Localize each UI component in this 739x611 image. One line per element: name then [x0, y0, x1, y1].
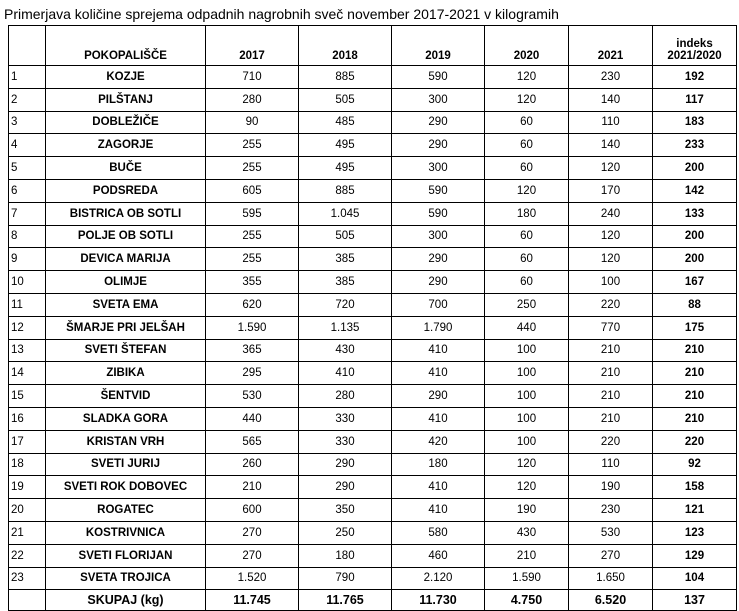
value-2017: 600	[206, 499, 299, 522]
value-2019: 290	[392, 111, 485, 134]
table-row	[9, 248, 737, 271]
index-value: 200	[653, 248, 737, 271]
index-value: 210	[653, 385, 737, 408]
header-index-line2: 2021/2020	[667, 50, 722, 62]
value-2021: 100	[569, 271, 653, 294]
value-2017: 255	[206, 157, 299, 180]
table-row	[9, 499, 737, 522]
value-2017: 260	[206, 453, 299, 476]
table-row	[9, 66, 737, 89]
value-2018: 885	[299, 179, 392, 202]
value-2017: 365	[206, 339, 299, 362]
cemetery-name: POLJE OB SOTLI	[46, 225, 206, 248]
value-2020: 60	[485, 248, 569, 271]
value-2018: 330	[299, 407, 392, 430]
header-index	[653, 26, 737, 66]
cemetery-name: ROGATEC	[46, 499, 206, 522]
value-2021: 120	[569, 157, 653, 180]
table-row	[9, 567, 737, 590]
cemetery-name: BUČE	[46, 157, 206, 180]
value-2021: 190	[569, 476, 653, 499]
value-2021: 110	[569, 111, 653, 134]
value-2019: 290	[392, 385, 485, 408]
table-row	[9, 157, 737, 180]
total-2018: 11.765	[299, 590, 392, 611]
value-2020: 100	[485, 407, 569, 430]
value-2021: 220	[569, 293, 653, 316]
value-2017: 620	[206, 293, 299, 316]
table-row	[9, 362, 737, 385]
total-number-cell	[9, 590, 46, 611]
header-index-line1: indeks	[676, 38, 713, 50]
cemetery-name: SLADKA GORA	[46, 407, 206, 430]
table-row	[9, 111, 737, 134]
cemetery-name: KOSTRIVNICA	[46, 521, 206, 544]
value-2021: 270	[569, 544, 653, 567]
index-value: 220	[653, 430, 737, 453]
value-2019: 410	[392, 407, 485, 430]
value-2020: 120	[485, 476, 569, 499]
index-value: 158	[653, 476, 737, 499]
row-number: 16	[9, 407, 46, 430]
table-row	[9, 385, 737, 408]
value-2021: 220	[569, 430, 653, 453]
value-2020: 100	[485, 430, 569, 453]
index-value: 167	[653, 271, 737, 294]
value-2018: 1.135	[299, 316, 392, 339]
value-2021: 120	[569, 225, 653, 248]
index-value: 129	[653, 544, 737, 567]
value-2021: 230	[569, 66, 653, 89]
value-2018: 385	[299, 271, 392, 294]
row-number: 20	[9, 499, 46, 522]
value-2017: 255	[206, 134, 299, 157]
header-place: POKOPALIŠČE	[46, 26, 206, 66]
value-2019: 290	[392, 271, 485, 294]
table-row	[9, 134, 737, 157]
value-2018: 290	[299, 453, 392, 476]
value-2019: 180	[392, 453, 485, 476]
value-2019: 300	[392, 88, 485, 111]
cemetery-name: ZAGORJE	[46, 134, 206, 157]
index-value: 200	[653, 157, 737, 180]
row-number: 14	[9, 362, 46, 385]
value-2019: 2.120	[392, 567, 485, 590]
index-value: 104	[653, 567, 737, 590]
value-2020: 60	[485, 225, 569, 248]
cemetery-name: SVETI ŠTEFAN	[46, 339, 206, 362]
index-value: 142	[653, 179, 737, 202]
table-title: Primerjava količine sprejema odpadnih nagrobnih sveč november 2017-2021 v kilogramih	[4, 6, 559, 22]
value-2018: 330	[299, 430, 392, 453]
total-2019: 11.730	[392, 590, 485, 611]
cemetery-name: KRISTAN VRH	[46, 430, 206, 453]
index-value: 121	[653, 499, 737, 522]
header-number	[9, 26, 46, 66]
row-number: 8	[9, 225, 46, 248]
table-row	[9, 88, 737, 111]
value-2017: 295	[206, 362, 299, 385]
value-2017: 1.520	[206, 567, 299, 590]
value-2017: 255	[206, 225, 299, 248]
row-number: 21	[9, 521, 46, 544]
cemetery-name: PILŠTANJ	[46, 88, 206, 111]
value-2018: 505	[299, 88, 392, 111]
value-2020: 120	[485, 88, 569, 111]
cemetery-name: KOZJE	[46, 66, 206, 89]
header-2018: 2018	[299, 26, 392, 66]
value-2020: 120	[485, 453, 569, 476]
row-number: 3	[9, 111, 46, 134]
value-2021: 120	[569, 248, 653, 271]
row-number: 7	[9, 202, 46, 225]
table-row	[9, 293, 737, 316]
row-number: 19	[9, 476, 46, 499]
value-2018: 790	[299, 567, 392, 590]
value-2019: 410	[392, 499, 485, 522]
value-2019: 1.790	[392, 316, 485, 339]
cemetery-name: SVETA TROJICA	[46, 567, 206, 590]
value-2017: 710	[206, 66, 299, 89]
table-row	[9, 521, 737, 544]
value-2018: 385	[299, 248, 392, 271]
total-index: 137	[653, 590, 737, 611]
table-row	[9, 476, 737, 499]
value-2021: 530	[569, 521, 653, 544]
table-row	[9, 430, 737, 453]
row-number: 6	[9, 179, 46, 202]
row-number: 9	[9, 248, 46, 271]
value-2019: 580	[392, 521, 485, 544]
value-2021: 770	[569, 316, 653, 339]
value-2017: 355	[206, 271, 299, 294]
row-number: 10	[9, 271, 46, 294]
cemetery-name: SVETI JURIJ	[46, 453, 206, 476]
table-row	[9, 271, 737, 294]
index-value: 233	[653, 134, 737, 157]
value-2017: 210	[206, 476, 299, 499]
total-label: SKUPAJ (kg)	[46, 590, 206, 611]
value-2018: 410	[299, 362, 392, 385]
row-number: 15	[9, 385, 46, 408]
value-2017: 270	[206, 544, 299, 567]
row-number: 11	[9, 293, 46, 316]
value-2017: 90	[206, 111, 299, 134]
value-2019: 590	[392, 66, 485, 89]
index-value: 210	[653, 339, 737, 362]
total-2017: 11.745	[206, 590, 299, 611]
cemetery-name: ZIBIKA	[46, 362, 206, 385]
value-2021: 230	[569, 499, 653, 522]
table-row	[9, 339, 737, 362]
cemetery-name: ŠENTVID	[46, 385, 206, 408]
value-2020: 60	[485, 271, 569, 294]
value-2019: 420	[392, 430, 485, 453]
value-2017: 270	[206, 521, 299, 544]
header-row	[9, 26, 737, 66]
value-2020: 440	[485, 316, 569, 339]
value-2021: 140	[569, 134, 653, 157]
index-value: 88	[653, 293, 737, 316]
row-number: 22	[9, 544, 46, 567]
cemetery-name: DEVICA MARIJA	[46, 248, 206, 271]
value-2017: 605	[206, 179, 299, 202]
value-2021: 1.650	[569, 567, 653, 590]
value-2018: 290	[299, 476, 392, 499]
table-row	[9, 202, 737, 225]
value-2021: 170	[569, 179, 653, 202]
value-2020: 60	[485, 157, 569, 180]
value-2018: 485	[299, 111, 392, 134]
cemetery-name: BISTRICA OB SOTLI	[46, 202, 206, 225]
cemetery-name: ŠMARJE PRI JELŠAH	[46, 316, 206, 339]
value-2018: 885	[299, 66, 392, 89]
table-row	[9, 225, 737, 248]
row-number: 17	[9, 430, 46, 453]
header-2017: 2017	[206, 26, 299, 66]
index-value: 183	[653, 111, 737, 134]
value-2020: 60	[485, 134, 569, 157]
value-2019: 290	[392, 248, 485, 271]
total-2020: 4.750	[485, 590, 569, 611]
value-2020: 1.590	[485, 567, 569, 590]
value-2017: 255	[206, 248, 299, 271]
row-number: 4	[9, 134, 46, 157]
value-2018: 720	[299, 293, 392, 316]
value-2018: 495	[299, 157, 392, 180]
value-2021: 210	[569, 407, 653, 430]
value-2020: 120	[485, 179, 569, 202]
value-2018: 280	[299, 385, 392, 408]
row-number: 18	[9, 453, 46, 476]
table-row	[9, 407, 737, 430]
value-2020: 100	[485, 385, 569, 408]
index-value: 133	[653, 202, 737, 225]
total-row	[9, 590, 737, 611]
cemetery-name: DOBLEŽIČE	[46, 111, 206, 134]
value-2019: 590	[392, 179, 485, 202]
index-value: 117	[653, 88, 737, 111]
value-2018: 495	[299, 134, 392, 157]
value-2018: 1.045	[299, 202, 392, 225]
index-value: 210	[653, 407, 737, 430]
value-2021: 210	[569, 339, 653, 362]
value-2018: 180	[299, 544, 392, 567]
table-row	[9, 316, 737, 339]
value-2020: 430	[485, 521, 569, 544]
table-row	[9, 179, 737, 202]
value-2020: 210	[485, 544, 569, 567]
table-row	[9, 544, 737, 567]
row-number: 23	[9, 567, 46, 590]
header-2021: 2021	[569, 26, 653, 66]
value-2021: 210	[569, 362, 653, 385]
value-2021: 140	[569, 88, 653, 111]
value-2017: 440	[206, 407, 299, 430]
value-2019: 460	[392, 544, 485, 567]
value-2019: 300	[392, 225, 485, 248]
value-2019: 300	[392, 157, 485, 180]
index-value: 175	[653, 316, 737, 339]
value-2019: 410	[392, 339, 485, 362]
value-2017: 280	[206, 88, 299, 111]
value-2018: 430	[299, 339, 392, 362]
value-2018: 250	[299, 521, 392, 544]
value-2020: 60	[485, 111, 569, 134]
value-2017: 595	[206, 202, 299, 225]
value-2020: 180	[485, 202, 569, 225]
value-2020: 100	[485, 339, 569, 362]
value-2019: 410	[392, 476, 485, 499]
row-number: 2	[9, 88, 46, 111]
index-value: 210	[653, 362, 737, 385]
row-number: 13	[9, 339, 46, 362]
value-2019: 590	[392, 202, 485, 225]
row-number: 12	[9, 316, 46, 339]
row-number: 5	[9, 157, 46, 180]
value-2020: 100	[485, 362, 569, 385]
value-2019: 700	[392, 293, 485, 316]
value-2017: 1.590	[206, 316, 299, 339]
value-2021: 110	[569, 453, 653, 476]
index-value: 200	[653, 225, 737, 248]
value-2021: 240	[569, 202, 653, 225]
value-2019: 410	[392, 362, 485, 385]
cemetery-name: PODSREDA	[46, 179, 206, 202]
cemetery-name: OLIMJE	[46, 271, 206, 294]
total-2021: 6.520	[569, 590, 653, 611]
table-row	[9, 453, 737, 476]
index-value: 192	[653, 66, 737, 89]
header-2019: 2019	[392, 26, 485, 66]
candle-waste-table	[8, 25, 737, 611]
cemetery-name: SVETI ROK DOBOVEC	[46, 476, 206, 499]
cemetery-name: SVETA EMA	[46, 293, 206, 316]
header-2020: 2020	[485, 26, 569, 66]
value-2020: 190	[485, 499, 569, 522]
value-2017: 530	[206, 385, 299, 408]
value-2018: 350	[299, 499, 392, 522]
value-2021: 210	[569, 385, 653, 408]
value-2020: 120	[485, 66, 569, 89]
index-value: 92	[653, 453, 737, 476]
index-value: 123	[653, 521, 737, 544]
value-2018: 505	[299, 225, 392, 248]
value-2017: 565	[206, 430, 299, 453]
cemetery-name: SVETI FLORIJAN	[46, 544, 206, 567]
value-2020: 250	[485, 293, 569, 316]
value-2019: 290	[392, 134, 485, 157]
row-number: 1	[9, 66, 46, 89]
